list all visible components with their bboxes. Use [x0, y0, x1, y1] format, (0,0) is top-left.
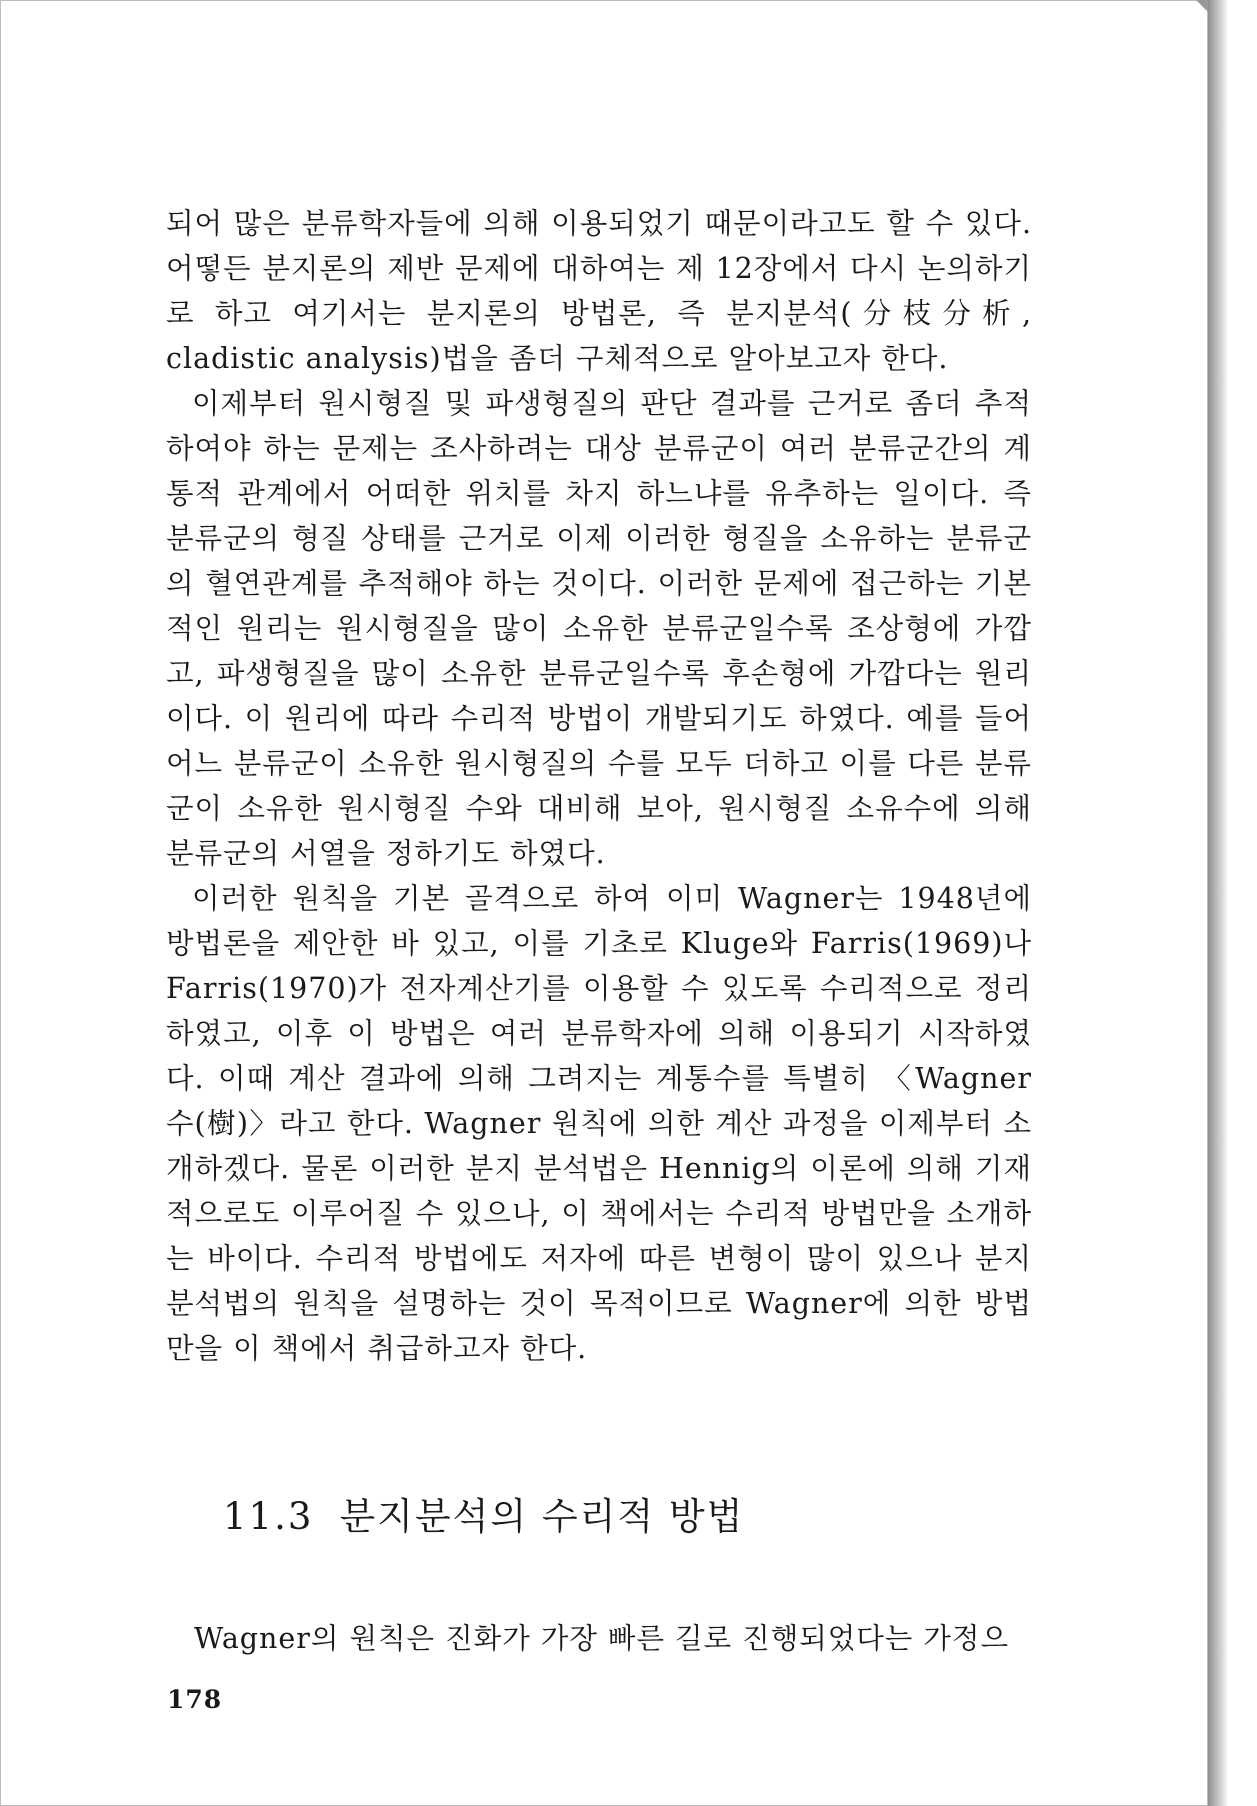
page-number: 178	[167, 1685, 223, 1714]
section-lead-text: Wagner의 원칙은 진화가 가장 빠른 길로 진행되었다는 가정으	[194, 1622, 1009, 1655]
page-edge-shadow	[1208, 0, 1228, 1806]
body-text	[166, 201, 1032, 1371]
paragraph-2: 이제부터 원시형질 및 파생형질의 판단 결과를 근거로 좀더 추적하여야 하는 문제는 조사하려는 대상 분류군이 여러 분류군간의 계통적 관계에서 어떠한 위치를 차지 하느냐를 유추하는 일이다. 즉 분류군의 형질 상태를 근거로 이제 이러한 형질을 소유하는 분류군의 혈연관계를 추적해야 하는 것이다. 이러한 문제에 접근하는 기본적인 원리는 원시형질을 많이 소유한 분류군일수록 조상형에 가깝고, 파생형질을 많이 소유한 분류군일수록 후손형에 가깝다는 원리이다. 이 원리에 따라 수리적 방법이 개발되기도 하였다. 예를 들어 어느 분류군이 소유한 원시형질의 수를 모두 더하고 이를 다른 분류군이 소유한 원시형질 수와 대비해 보아, 원시형질 소유수에 의해 분류군의 서열을 정하기도 하였다.	[166, 387, 1032, 870]
page-curl	[1196, 0, 1208, 12]
section-number: 11.3	[223, 1495, 314, 1538]
section-title: 분지분석의 수리적 방법	[339, 1495, 745, 1538]
paragraph-3: 이러한 원칙을 기본 골격으로 하여 이미 Wagner는 1948년에 방법론을 제안한 바 있고, 이를 기초로 Kluge와 Farris(1969)나 Farris(1970)가 전자계산기를 이용할 수 있도록 수리적으로 정리하였고, 이후 이 방법은 여러 분류학자에 의해 이용되기 시작하였다. 이때 계산 결과에 의해 그려지는 계통수를 특별히 〈Wagner 수(樹)〉라고 한다. Wagner 원칙에 의한 계산 과정을 이제부터 소개하겠다. 물론 이러한 분지 분석법은 Hennig의 이론에 의해 기재적으로도 이루어질 수 있으나, 이 책에서는 수리적 방법만을 소개하는 바이다. 수리적 방법에도 저자에 따른 변형이 많이 있으나 분지분석법의 원칙을 설명하는 것이 목적이므로 Wagner에 의한 방법만을 이 책에서 취급하고자 한다.	[166, 882, 1032, 1365]
paragraph-1: 되어 많은 분류학자들에 의해 이용되었기 때문이라고도 할 수 있다. 어떻든 분지론의 제반 문제에 대하여는 제 12장에서 다시 논의하기로 하고 여기서는 분지론의 방법론, 즉 분지분석(分枝分析, cladistic analysis)법을 좀더 구체적으로 알아보고자 한다.	[166, 207, 1032, 375]
section-heading	[223, 1486, 744, 1540]
